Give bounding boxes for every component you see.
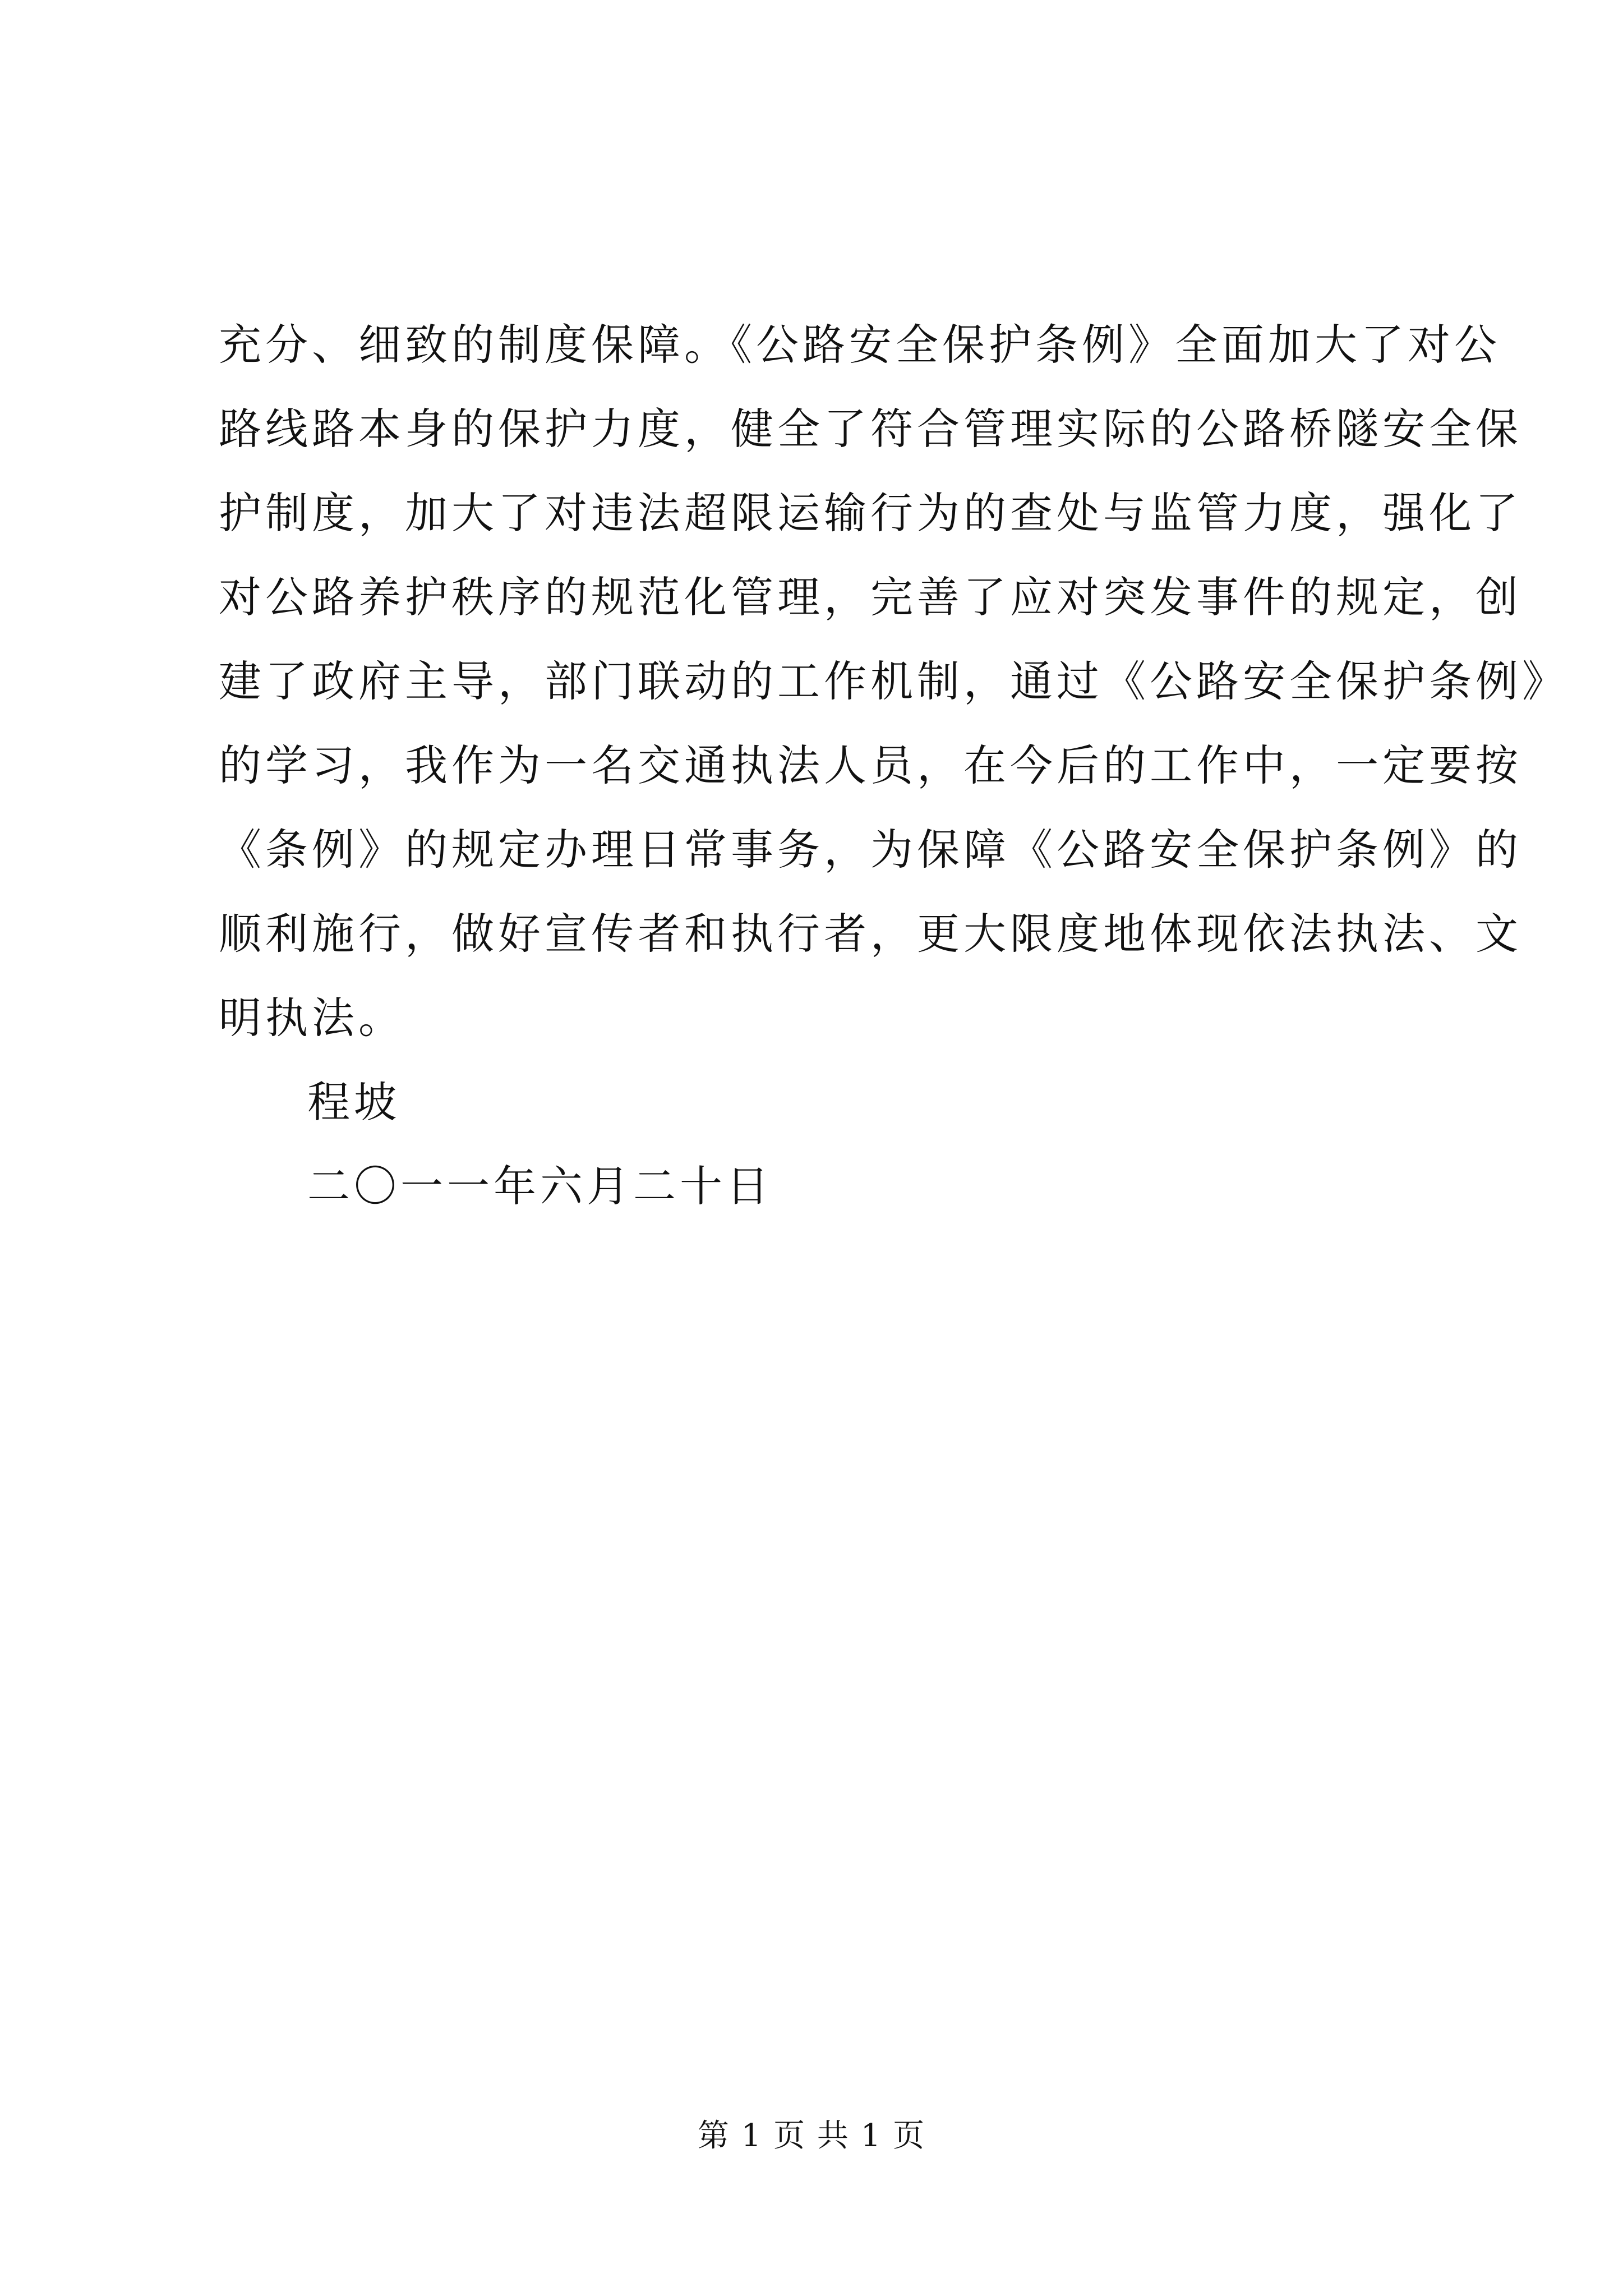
paragraph-line: 的学习，我作为一名交通执法人员，在今后的工作中，一定要按 (219, 740, 1522, 790)
paragraph-line: 建了政府主导，部门联动的工作机制，通过《公路安全保护条例》 (219, 656, 1569, 706)
paragraph-line: 路线路本身的保护力度，健全了符合管理实际的公路桥隧安全保 (219, 404, 1522, 454)
paragraph-line: 对公路养护秩序的规范化管理，完善了应对突发事件的规定，创 (219, 572, 1522, 622)
paragraph-line: 充分、细致的制度保障。《公路安全保护条例》全面加大了对公 (219, 320, 1501, 370)
paragraph-line: 顺利施行，做好宣传者和执行者，更大限度地体现依法执法、文 (219, 909, 1522, 959)
paragraph-line: 护制度，加大了对违法超限运输行为的查处与监管力度，强化了 (219, 488, 1522, 538)
paragraph-line: 明执法。 (219, 993, 405, 1043)
author-name: 程坡 (307, 1077, 400, 1127)
document-date: 二〇一一年六月二十日 (307, 1161, 773, 1211)
page-number-footer: 第 1 页 共 1 页 (697, 2118, 926, 2154)
paragraph-line: 《条例》的规定办理日常事务，为保障《公路安全保护条例》的 (219, 825, 1522, 875)
